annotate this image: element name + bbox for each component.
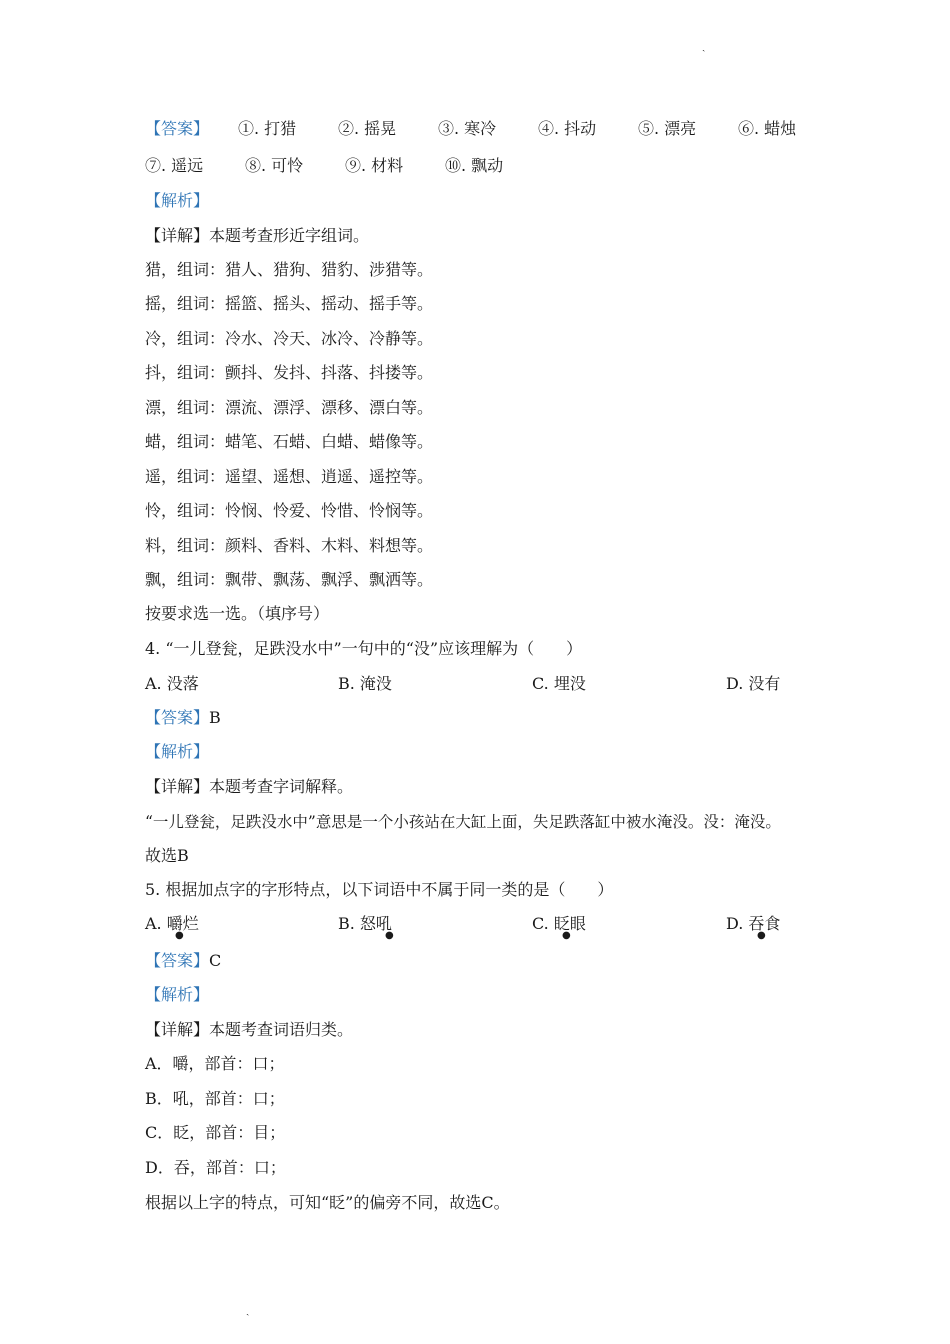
answer-item: ⑥. 蜡烛 <box>738 119 797 138</box>
section-heading: 按要求选一选。（填序号） <box>145 604 330 623</box>
analysis-tag: 【解析】 <box>145 985 210 1004</box>
answer-item: ⑩. 飘动 <box>445 156 504 175</box>
q5-radical-line: B．吼，部首：口； <box>145 1089 285 1108</box>
page-mark-top: ˎ <box>702 41 706 52</box>
answer-item: ①. 打猎 <box>238 119 297 138</box>
emphasis-dot: ● <box>385 930 394 941</box>
word-group-line: 抖，组词：颤抖、发抖、抖落、抖搂等。 <box>145 363 434 382</box>
q5-radical-line: D．吞，部首：口； <box>145 1158 286 1177</box>
answer-tag: 【答案】 <box>145 119 210 138</box>
answer-tag: 【答案】 <box>145 951 210 970</box>
answer-item: ②. 摇晃 <box>338 119 397 138</box>
q5-option-a: A. 嚼烂 <box>145 914 199 933</box>
emphasis-dot: ● <box>562 930 571 941</box>
q5-conclusion: 根据以上字的特点，可知“眨”的偏旁不同，故选C。 <box>145 1193 510 1212</box>
q4-option-d: D. 没有 <box>726 674 781 693</box>
q5-answer-row <box>145 950 221 972</box>
q5-option-c: C. 眨眼 <box>532 914 586 933</box>
answer-tag: 【答案】 <box>145 708 210 727</box>
q4-answer: B <box>209 708 221 727</box>
word-group-line: 蜡，组词：蜡笔、石蜡、白蜡、蜡像等。 <box>145 432 434 451</box>
answer-item: ⑨. 材料 <box>345 156 404 175</box>
answer-item: ⑧. 可怜 <box>245 156 304 175</box>
q4-option-b: B. 淹没 <box>338 674 392 693</box>
q5-answer: C <box>209 951 222 970</box>
question-4-stem: 4. “一儿登瓮，足跌没水中”一句中的“没”应该理解为（ ） <box>145 639 583 658</box>
q5-option-b: B. 怒吼 <box>338 914 392 933</box>
word-group-line: 冷，组词：冷水、冷天、冰冷、冷静等。 <box>145 329 434 348</box>
word-group-line: 猎，组词：猎人、猎狗、猎豹、涉猎等。 <box>145 260 434 279</box>
answer-item: ⑤. 漂亮 <box>638 119 697 138</box>
emphasis-dot: ● <box>175 930 184 941</box>
answer-row-1 <box>145 118 209 140</box>
answer-item: ④. 抖动 <box>538 119 597 138</box>
question-5-stem: 5. 根据加点字的字形特点，以下词语中不属于同一类的是（ ） <box>145 880 614 899</box>
q4-answer-row <box>145 707 221 729</box>
word-group-line: 遥，组词：遥望、遥想、逍遥、遥控等。 <box>145 467 434 486</box>
word-group-line: 料，组词：颜料、香料、木料、料想等。 <box>145 536 434 555</box>
q4-option-c: C. 埋没 <box>532 674 586 693</box>
detail-line: 【详解】本题考查形近字组词。 <box>145 226 370 245</box>
word-group-line: 怜，组词：怜悯、怜爱、怜惜、怜悯等。 <box>145 501 434 520</box>
detail-line: 【详解】本题考查字词解释。 <box>145 777 354 796</box>
q5-radical-line: A．嚼，部首：口； <box>145 1054 285 1073</box>
q4-explanation: “一儿登瓮，足跌没水中”意思是一个小孩站在大缸上面，失足跌落缸中被水淹没。没：淹没。 <box>145 813 781 831</box>
q5-option-d: D. 吞食 <box>726 914 781 933</box>
answer-item: ③. 寒冷 <box>438 119 497 138</box>
answer-item: ⑦. 遥远 <box>145 156 204 175</box>
word-group-line: 漂，组词：漂流、漂浮、漂移、漂白等。 <box>145 398 434 417</box>
emphasis-dot: ● <box>757 930 766 941</box>
analysis-tag: 【解析】 <box>145 191 210 210</box>
detail-line: 【详解】本题考查词语归类。 <box>145 1020 354 1039</box>
q5-radical-line: C．眨，部首：目； <box>145 1123 286 1142</box>
word-group-line: 飘，组词：飘带、飘荡、飘浮、飘洒等。 <box>145 570 434 589</box>
q4-conclusion: 故选B <box>145 846 189 865</box>
page-mark-bottom: ˎ <box>246 1305 250 1316</box>
analysis-tag: 【解析】 <box>145 742 210 761</box>
q4-option-a: A. 没落 <box>145 674 199 693</box>
word-group-line: 摇，组词：摇篮、摇头、摇动、摇手等。 <box>145 294 434 313</box>
